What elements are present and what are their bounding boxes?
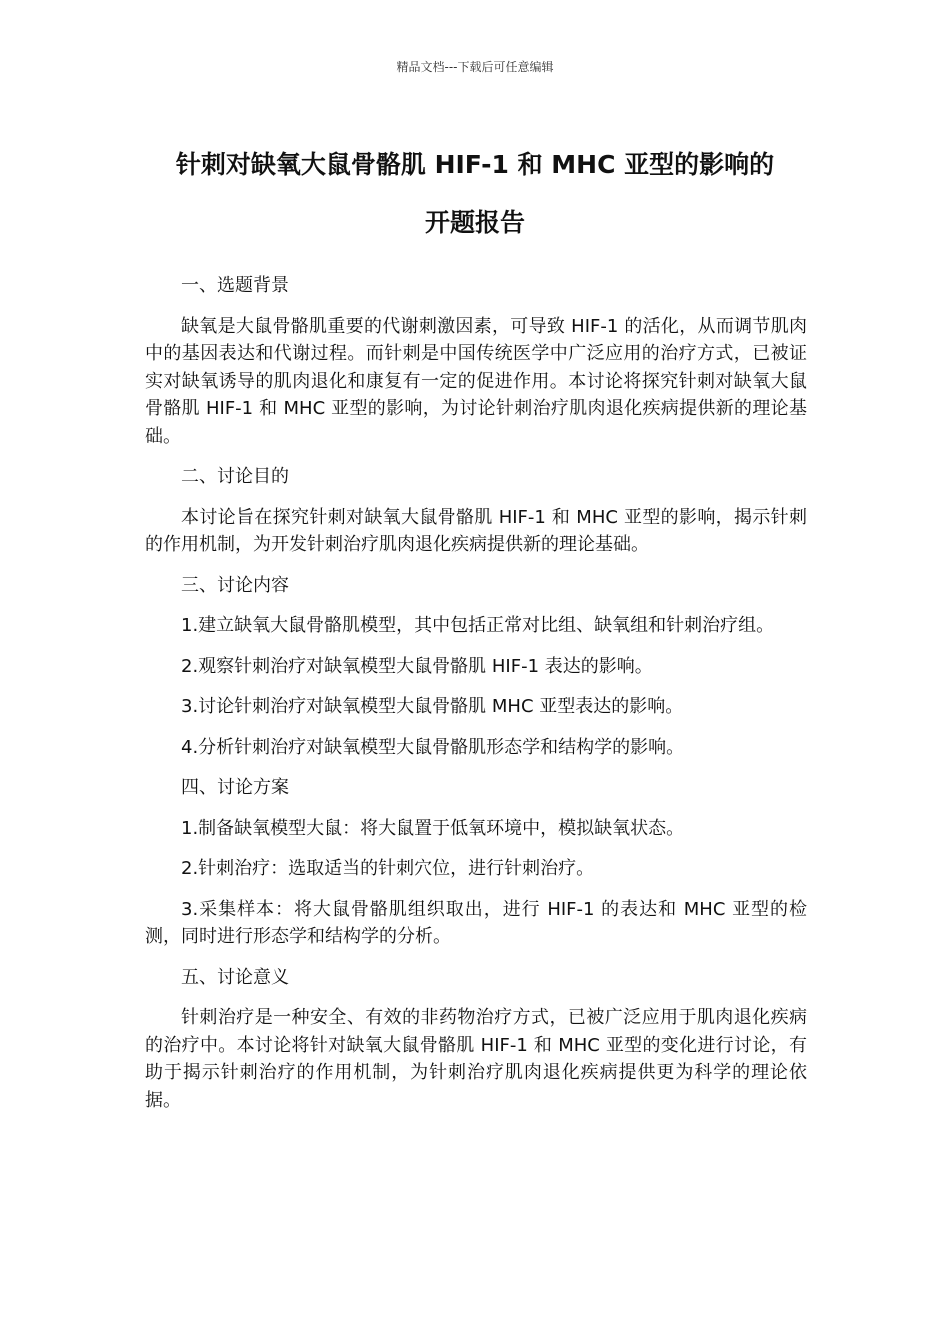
section-heading: 二、讨论目的: [181, 466, 289, 487]
list-item: 2.针刺治疗：选取适当的针刺穴位，进行针刺治疗。: [181, 858, 595, 879]
section-significance: [145, 964, 807, 1115]
list-item: 1.制备缺氧模型大鼠：将大鼠置于低氧环境中，模拟缺氧状态。: [181, 817, 685, 839]
list-item: 3.采集样本：将大鼠骨骼肌组织取出，进行 HIF-1 的表达和 MHC 亚型的检测，同时进行形态学和结构学的分析。: [145, 898, 807, 947]
section-paragraph: 缺氧是大鼠骨骼肌重要的代谢刺激因素，可导致 HIF-1 的活化，从而调节肌肉中的基因表达和代谢过程。而针刺是中国传统医学中广泛应用的治疗方式，已被证实对缺氧诱导的肌肉退化和康复有一定的促进作用。本讨论将探究针刺对缺氧大鼠骨骼肌 HIF-1 和 MHC 亚型的影响，为讨论针刺治疗肌肉退化疾病提供新的理论基础。: [145, 315, 807, 447]
list-item: 2.观察针刺治疗对缺氧模型大鼠骨骼肌 HIF-1 表达的影响。: [181, 655, 653, 677]
section-heading: 一、选题背景: [181, 275, 289, 296]
section-plan: [145, 774, 807, 951]
section-purpose: [145, 463, 807, 559]
section-background: [145, 272, 807, 450]
section-paragraph: 本讨论旨在探究针刺对缺氧大鼠骨骼肌 HIF-1 和 MHC 亚型的影响，揭示针刺的作用机制，为开发针刺治疗肌肉退化疾病提供新的理论基础。: [145, 506, 807, 555]
document-title-line-1: 针刺对缺氧大鼠骨骼肌 HIF-1 和 MHC 亚型的影响的: [175, 150, 775, 179]
section-heading: 五、讨论意义: [181, 966, 289, 988]
page-header-note: 精品文档---下载后可任意编辑: [396, 60, 554, 74]
list-item: 3.讨论针刺治疗对缺氧模型大鼠骨骼肌 MHC 亚型表达的影响。: [181, 696, 684, 717]
document-title-line-2: 开题报告: [424, 208, 525, 237]
section-heading: 三、讨论内容: [181, 574, 289, 596]
document-body: [145, 272, 807, 1114]
section-content: [145, 572, 807, 762]
list-item: 1.建立缺氧大鼠骨骼肌模型，其中包括正常对比组、缺氧组和针刺治疗组。: [181, 615, 775, 636]
list-item: 4.分析针刺治疗对缺氧模型大鼠骨骼肌形态学和结构学的影响。: [181, 736, 685, 758]
document-title: [140, 136, 810, 252]
section-heading: 四、讨论方案: [181, 777, 289, 798]
section-paragraph: 针刺治疗是一种安全、有效的非药物治疗方式，已被广泛应用于肌肉退化疾病的治疗中。本讨论将针对缺氧大鼠骨骼肌 HIF-1 和 MHC 亚型的变化进行讨论，有助于揭示针刺治疗的作用机制，为针刺治疗肌肉退化疾病提供更为科学的理论依据。: [145, 1007, 807, 1111]
